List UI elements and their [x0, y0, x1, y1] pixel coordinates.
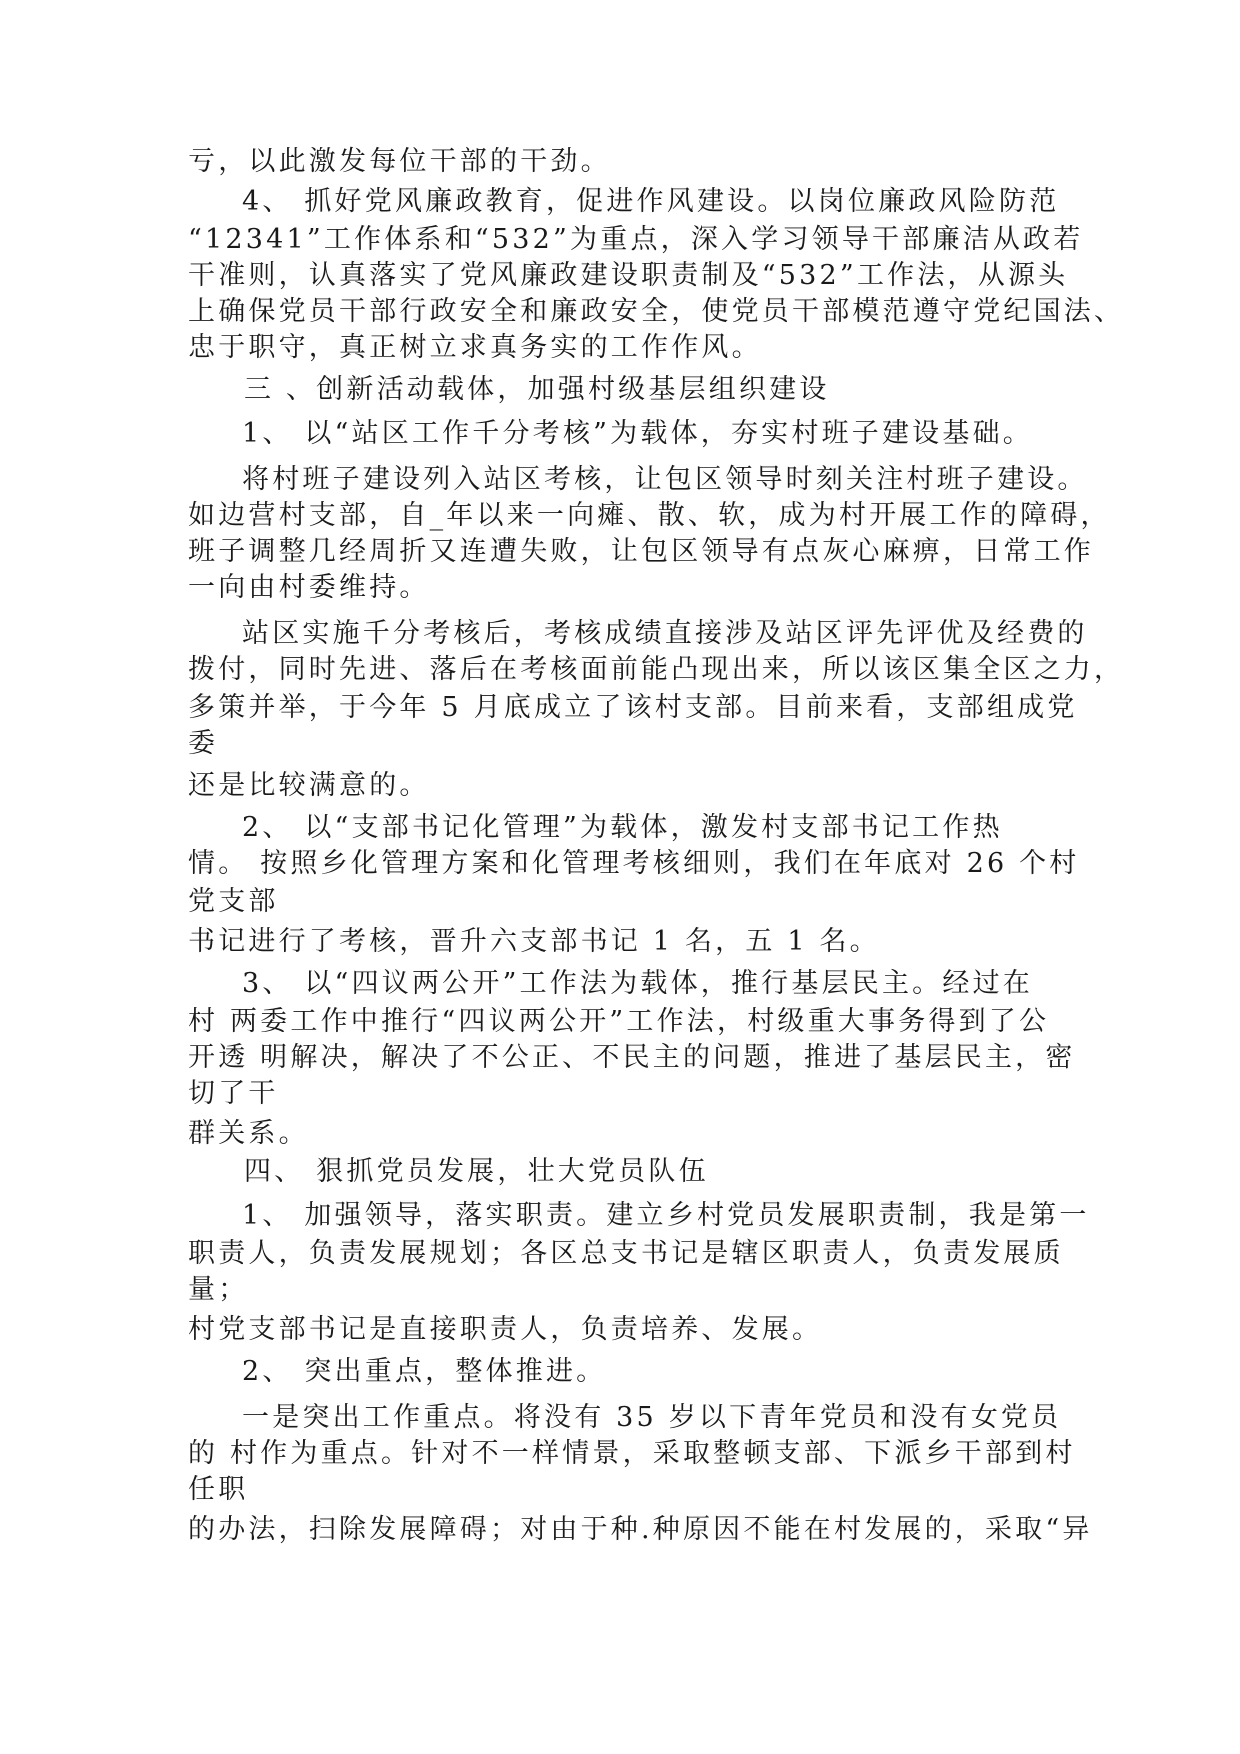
text-line: 4、 抓好党风廉政教育，促进作风建设。以岗位廉政风险防范: [242, 186, 1060, 217]
text-line: 多策并举，于今年 5 月底成立了该村支部。目前来看，支部组成党: [188, 692, 1078, 723]
text-line: 1、 以“站区工作千分考核”为载体，夯实村班子建设基础。: [242, 418, 1033, 449]
text-line: 群关系。: [188, 1118, 309, 1149]
text-line: 忠于职守，真正树立求真务实的工作作风。: [188, 332, 762, 363]
text-line: 干准则，认真落实了党风廉政建设职责制及“532”工作法，从源头: [188, 260, 1069, 291]
text-line: 书记进行了考核，晋升六支部书记 1 名，五 1 名。: [188, 926, 880, 957]
text-line: 开透 明解决，解决了不公正、不民主的问题，推进了基层民主，密: [188, 1042, 1076, 1073]
text-line: 切了干: [188, 1078, 279, 1109]
text-line: 的 村作为重点。针对不一样情景，采取整顿支部、下派乡干部到村: [188, 1438, 1076, 1469]
text-line: 村 两委工作中推行“四议两公开”工作法，村级重大事务得到了公: [188, 1006, 1050, 1037]
text-line: 一向由村委维持。: [188, 572, 430, 603]
text-line: 拨付，同时先进、落后在考核面前能凸现出来，所以该区集全区之力，: [188, 654, 1125, 685]
text-line: 3、 以“四议两公开”工作法为载体，推行基层民主。经过在: [242, 968, 1033, 999]
text-line: 上确保党员干部行政安全和廉政安全，使党员干部模范遵守党纪国法、: [188, 296, 1125, 327]
text-line: 如边营村支部，自_年以来一向瘫、散、软，成为村开展工作的障碍，: [188, 500, 1111, 531]
text-line: 站区实施千分考核后，考核成绩直接涉及站区评先评优及经费的: [242, 618, 1088, 649]
text-line: 班子调整几经周折又连遭失败，让包区领导有点灰心麻痹，日常工作: [188, 536, 1094, 567]
text-line: 村党支部书记是直接职责人，负责培养、发展。: [188, 1314, 823, 1345]
text-line: 委: [188, 728, 219, 759]
text-line: 任职: [188, 1474, 249, 1505]
text-line: “12341”工作体系和“532”为重点，深入学习领导干部廉洁从政若: [188, 224, 1084, 255]
text-line: 的办法，扫除发展障碍；对由于种.种原因不能在村发展的，采取“异: [188, 1514, 1093, 1545]
text-line: 2、 突出重点，整体推进。: [242, 1356, 607, 1387]
text-line: 一是突出工作重点。将没有 35 岁以下青年党员和没有女党员: [242, 1402, 1062, 1433]
text-line: 职责人，负责发展规划；各区总支书记是辖区职责人，负责发展质: [188, 1238, 1064, 1269]
section-heading: 三 、创新活动载体，加强村级基层组织建设: [244, 374, 830, 405]
text-line: 量；: [188, 1274, 249, 1305]
text-line: 情。 按照乡化管理方案和化管理考核细则，我们在年底对 26 个村: [188, 848, 1080, 879]
text-line: 还是比较满意的。: [188, 770, 430, 801]
text-line: 2、 以“支部书记化管理”为载体，激发村支部书记工作热: [242, 812, 1003, 843]
text-line: 1、 加强领导，落实职责。建立乡村党员发展职责制，我是第一: [242, 1200, 1090, 1231]
text-line: 将村班子建设列入站区考核，让包区领导时刻关注村班子建设。: [242, 464, 1088, 495]
text-line: 党支部: [188, 886, 279, 917]
section-heading: 四、 狠抓党员发展，壮大党员队伍: [244, 1156, 709, 1187]
text-line: 亏，以此激发每位干部的干劲。: [188, 146, 611, 177]
